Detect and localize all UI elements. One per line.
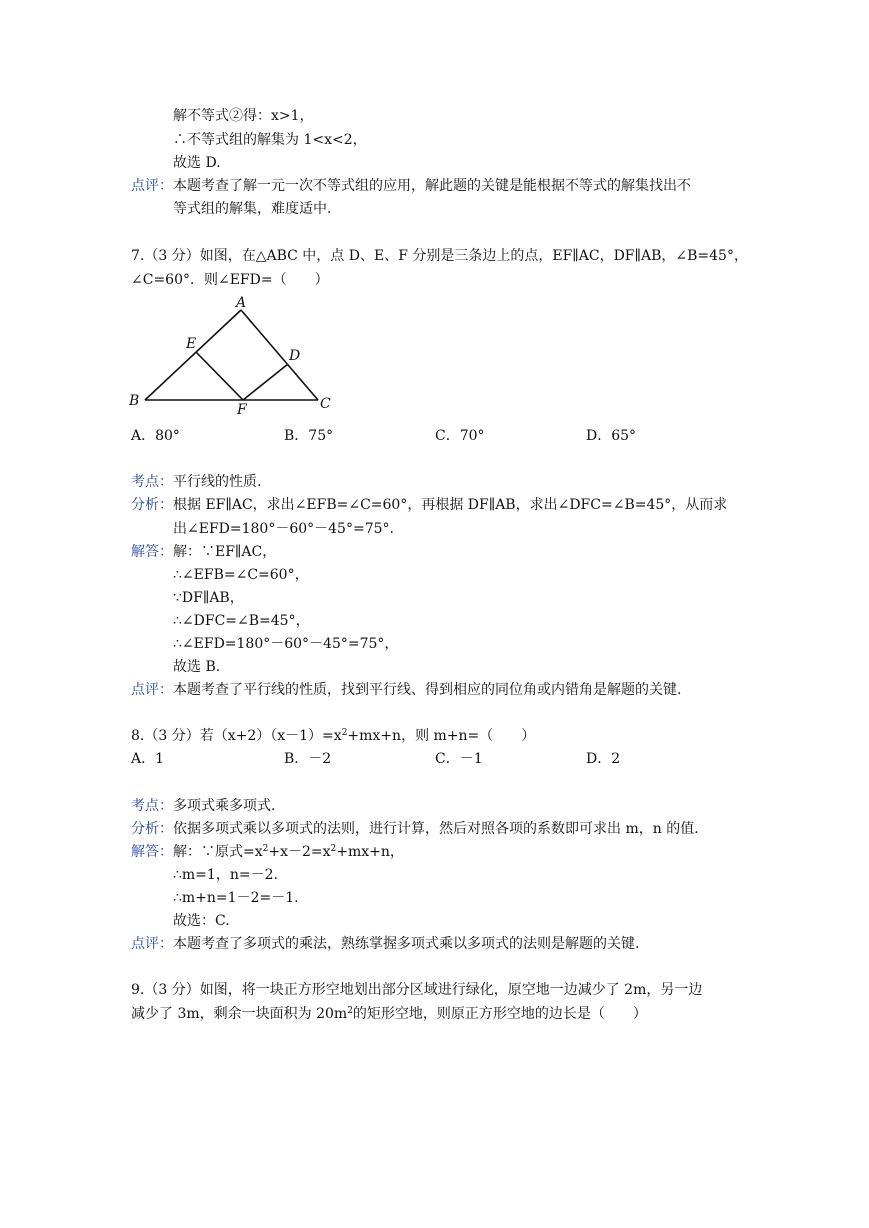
prev-comment-label: 点评：: [131, 178, 173, 194]
q8-jieda-label: 解答：: [131, 844, 173, 860]
q8-fenxi: 依据多项式乘以多项式的法则，进行计算，然后对照各项的系数即可求出 m，n 的值.: [173, 821, 699, 837]
q8-fenxi-label: 分析：: [131, 821, 173, 837]
q8-kaodian-label: 考点：: [131, 798, 173, 814]
q8-jieda-line-4: 故选：C.: [173, 913, 230, 929]
vertex-label-b: B: [129, 393, 140, 409]
q7-stem-line-1: 7.（3 分）如图，在△ABC 中，点 D、E、F 分别是三条边上的点，EF∥AC，DF∥AB，∠B=45°，: [131, 248, 748, 264]
q7-dianping-label: 点评：: [131, 682, 173, 698]
vertex-label-a: A: [236, 296, 247, 311]
q8-jieda-line-2: ∴m=1，n=－2.: [173, 867, 278, 883]
q9-stem-part-a: 减少了 3m，剩余一块面积为 20m: [131, 1006, 348, 1022]
q7-jieda-line-4: ∴∠DFC=∠B=45°，: [173, 613, 310, 629]
segment-fd: [243, 364, 288, 400]
q7-option-d: D．65°: [586, 428, 637, 444]
q7-stem-line-2: ∠C=60°．则∠EFD=（ ）: [131, 272, 329, 288]
q7-dianping: 本题考查了平行线的性质，找到平行线、得到相应的同位角或内错角是解题的关键.: [173, 682, 682, 698]
q7-fenxi-line-1: 根据 EF∥AC，求出∠EFB=∠C=60°，再根据 DF∥AB，求出∠DFC=∠B=45°，从而求: [173, 497, 728, 513]
q7-fenxi-line-2: 出∠EFD=180°－60°－45°=75°.: [173, 521, 394, 537]
q7-kaodian: 平行线的性质.: [173, 474, 262, 490]
q7-jieda-line-3: ∵DF∥AB，: [173, 590, 244, 606]
q8-jieda-part-c: +mx+n，: [336, 844, 404, 860]
q9-stem-part-b: 的矩形空地，则原正方形空地的边长是（ ）: [352, 1006, 647, 1022]
q7-triangle-figure: [128, 296, 348, 416]
q8-option-d: D．2: [586, 751, 621, 767]
prev-comment-line-2: 等式组的解集，难度适中.: [173, 201, 332, 217]
q8-stem-exponent: 2: [341, 728, 348, 738]
point-label-e: E: [186, 336, 197, 352]
q9-stem-exponent: 2: [347, 1006, 353, 1016]
q7-fenxi-label: 分析：: [131, 497, 173, 513]
segment-ef: [196, 352, 243, 400]
q7-jieda-line-5: ∴∠EFD=180°－60°－45°=75°，: [173, 636, 399, 652]
q8-jieda-exponent-2: 2: [330, 844, 337, 854]
q8-jieda-exponent-1: 2: [262, 844, 269, 854]
segment-ac: [241, 310, 318, 400]
q9-stem-line-1: 9.（3 分）如图，将一块正方形空地划出部分区域进行绿化，原空地一边减少了 2m，另一边: [131, 982, 703, 998]
q8-stem-part-a: 8.（3 分）若（x+2）（x－1）=x: [131, 728, 342, 744]
q7-jieda-line-1: 解：∵EF∥AC，: [173, 544, 277, 560]
point-label-d: D: [289, 348, 301, 364]
vertex-label-c: C: [320, 396, 331, 412]
q7-option-c: C．70°: [435, 428, 485, 444]
q8-jieda-part-b: +x－2=x: [268, 844, 331, 860]
q8-stem: [131, 726, 535, 746]
q7-jieda-line-2: ∴∠EFB=∠C=60°，: [173, 567, 309, 583]
point-label-f: F: [237, 402, 247, 416]
q8-option-c: C．－1: [435, 751, 483, 767]
prev-solution-line-2: ∴不等式组的解集为 1<x<2，: [173, 132, 367, 148]
segment-ab: [145, 310, 241, 400]
prev-solution-line-3: 故选 D.: [173, 155, 221, 171]
q7-option-b: B．75°: [284, 428, 334, 444]
q8-jieda-part-a: 解：∵原式=x: [173, 844, 263, 860]
prev-solution-line-1: 解不等式②得：x>1，: [173, 108, 314, 124]
q8-option-a: A．1: [131, 751, 165, 767]
q8-dianping-label: 点评：: [131, 936, 173, 952]
q8-dianping: 本题考查了多项式的乘法，熟练掌握多项式乘以多项式的法则是解题的关键.: [173, 936, 640, 952]
q8-jieda-line-1: [173, 842, 404, 862]
q8-jieda-line-3: ∴m+n=1－2=－1.: [173, 890, 299, 906]
q8-kaodian: 多项式乘多项式.: [173, 798, 276, 814]
q8-stem-part-b: +mx+n，则 m+n=（ ）: [347, 728, 536, 744]
q7-jieda-label: 解答：: [131, 544, 173, 560]
q9-stem-line-2: [131, 1004, 647, 1024]
q7-jieda-line-6: 故选 B.: [173, 659, 221, 675]
q7-option-a: A．80°: [131, 428, 180, 444]
q7-kaodian-label: 考点：: [131, 474, 173, 490]
prev-comment-line-1: 本题考查了解一元一次不等式组的应用，解此题的关键是能根据不等式的解集找出不: [173, 178, 691, 194]
q8-option-b: B．－2: [284, 751, 332, 767]
